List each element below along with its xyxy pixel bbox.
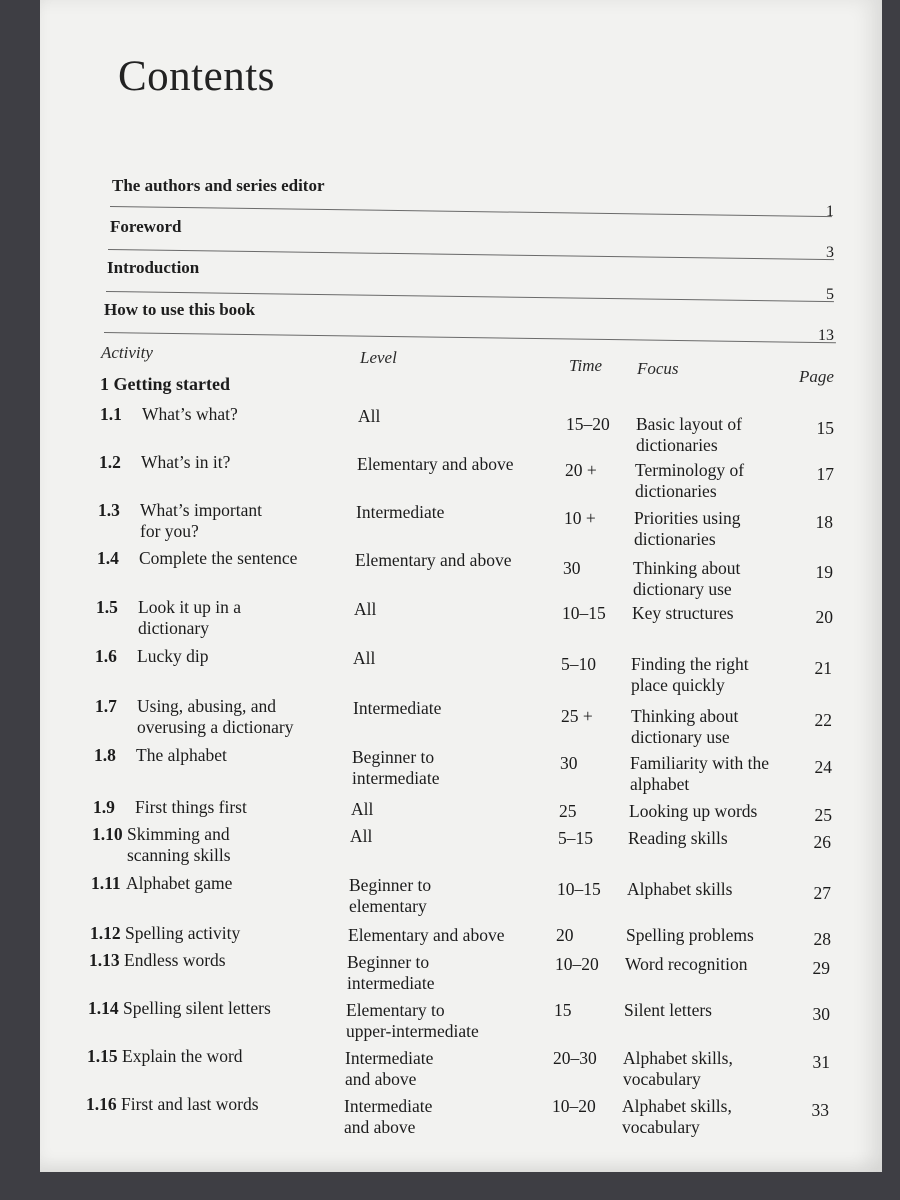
activity-title: The alphabet [136,745,227,765]
front-matter-label: Foreword [110,217,182,236]
activity-time: 10 + [564,508,596,528]
activity-title: Lucky dip [137,646,209,666]
front-matter-label: How to use this book [104,300,256,319]
activity-time: 10–20 [552,1096,596,1116]
activity-level: Elementary and above [348,925,505,945]
activity-time: 30 [563,558,581,578]
activity-title: Spelling activity [125,923,241,943]
activity-page: 30 [812,1004,830,1024]
activity-level: Beginner to intermediate [352,747,440,788]
activity-title: First things first [135,797,247,817]
activity-time: 15–20 [566,414,610,434]
activity-focus: Terminology of dictionaries [635,460,745,501]
activity-title: What’s in it? [141,452,231,472]
activity-page: 27 [813,883,831,903]
activity-focus: Reading skills [628,828,728,848]
front-matter-page: 13 [818,327,834,344]
activity-title: Endless words [124,950,226,970]
activity-focus: Basic layout of dictionaries [636,414,742,455]
activity-time: 20–30 [553,1048,597,1068]
activity-level: All [354,599,377,619]
activity-level: Intermediate [353,698,442,718]
divider-rule [110,206,832,217]
activity-focus: Thinking about dictionary use [633,558,741,599]
activity-level: Intermediate and above [344,1096,433,1137]
activity-number: 1.14 [88,998,119,1018]
activity-title: Look it up in a dictionary [138,597,242,638]
activity-time: 10–15 [562,603,606,623]
activity-level: Intermediate and above [345,1048,434,1089]
activity-level: All [351,799,374,819]
front-matter-page: 3 [826,244,834,261]
activity-focus: Word recognition [625,954,748,974]
header-focus: Focus [637,359,679,378]
activity-title: First and last words [121,1094,259,1114]
page-title: Contents [118,53,275,100]
activity-focus: Familiarity with the alphabet [630,753,770,794]
activity-number: 1.10 [92,824,123,844]
activity-page: 20 [815,607,833,627]
activity-page: 22 [814,710,832,730]
activity-level: All [358,406,381,426]
activity-time: 25 [559,801,577,821]
header-activity: Activity [101,343,153,362]
activity-number: 1.9 [93,797,115,817]
activity-number: 1.13 [89,950,120,970]
activity-time: 10–15 [557,879,601,899]
activity-number: 1.1 [100,404,122,424]
activity-level: Elementary and above [357,454,514,474]
activity-number: 1.11 [91,873,121,893]
activity-focus: Thinking about dictionary use [631,706,739,747]
section-heading: 1 Getting started [100,374,230,394]
activity-title: Spelling silent letters [123,998,271,1018]
activity-focus: Silent letters [624,1000,712,1020]
activity-time: 20 + [565,460,597,480]
activity-number: 1.2 [99,452,121,472]
activity-title: Skimming and scanning skills [127,824,231,865]
activity-page: 19 [815,562,833,582]
activity-number: 1.4 [97,548,119,568]
activity-page: 15 [816,418,834,438]
header-time: Time [569,356,603,375]
activity-number: 1.16 [86,1094,117,1114]
activity-title: Complete the sentence [139,548,298,568]
activity-level: All [350,826,373,846]
activity-number: 1.15 [87,1046,118,1066]
front-matter-label: The authors and series editor [112,176,325,195]
activity-focus: Looking up words [629,801,758,821]
activity-time: 25 + [561,706,593,726]
front-matter-label: Introduction [107,258,200,277]
header-page: Page [799,367,834,386]
activity-page: 28 [813,929,831,949]
activity-title: Explain the word [122,1046,243,1066]
activity-page: 29 [812,958,830,978]
activity-level: Intermediate [356,502,445,522]
activity-focus: Spelling problems [626,925,754,945]
activity-page: 33 [811,1100,829,1120]
activity-page: 26 [813,832,831,852]
activity-number: 1.6 [95,646,117,666]
activity-number: 1.8 [94,745,116,765]
activity-level: Beginner to intermediate [347,952,435,993]
activity-title: Using, abusing, and overusing a dictionary [137,696,294,737]
activity-page: 31 [812,1052,830,1072]
front-matter-page: 1 [826,203,834,220]
activity-number: 1.3 [98,500,120,520]
activity-number: 1.7 [95,696,117,716]
divider-rule [108,249,834,260]
activity-time: 5–15 [558,828,593,848]
activity-page: 24 [814,757,832,777]
activity-time: 10–20 [555,954,599,974]
activity-focus: Finding the right place quickly [631,654,749,695]
activity-time: 15 [554,1000,572,1020]
activity-number: 1.12 [90,923,121,943]
activity-focus: Alphabet skills, vocabulary [622,1096,732,1137]
header-level: Level [360,348,397,367]
divider-rule [104,332,836,343]
activity-level: Elementary to upper-intermediate [346,1000,479,1041]
activity-level: Elementary and above [355,550,512,570]
activity-number: 1.5 [96,597,118,617]
activity-focus: Alphabet skills [627,879,733,899]
activity-time: 30 [560,753,578,773]
activity-time: 20 [556,925,574,945]
activity-page: 21 [814,658,832,678]
activity-title: Alphabet game [126,873,233,893]
activity-title: What’s important for you? [140,500,262,541]
activity-page: 17 [816,464,834,484]
activity-time: 5–10 [561,654,596,674]
activity-focus: Key structures [632,603,734,623]
front-matter-page: 5 [826,286,834,303]
activity-level: Beginner to elementary [349,875,432,916]
activity-focus: Alphabet skills, vocabulary [623,1048,733,1089]
activity-level: All [353,648,376,668]
activity-title: What’s what? [142,404,238,424]
activity-page: 18 [815,512,833,532]
activity-page: 25 [814,805,832,825]
activity-focus: Priorities using dictionaries [634,508,741,549]
